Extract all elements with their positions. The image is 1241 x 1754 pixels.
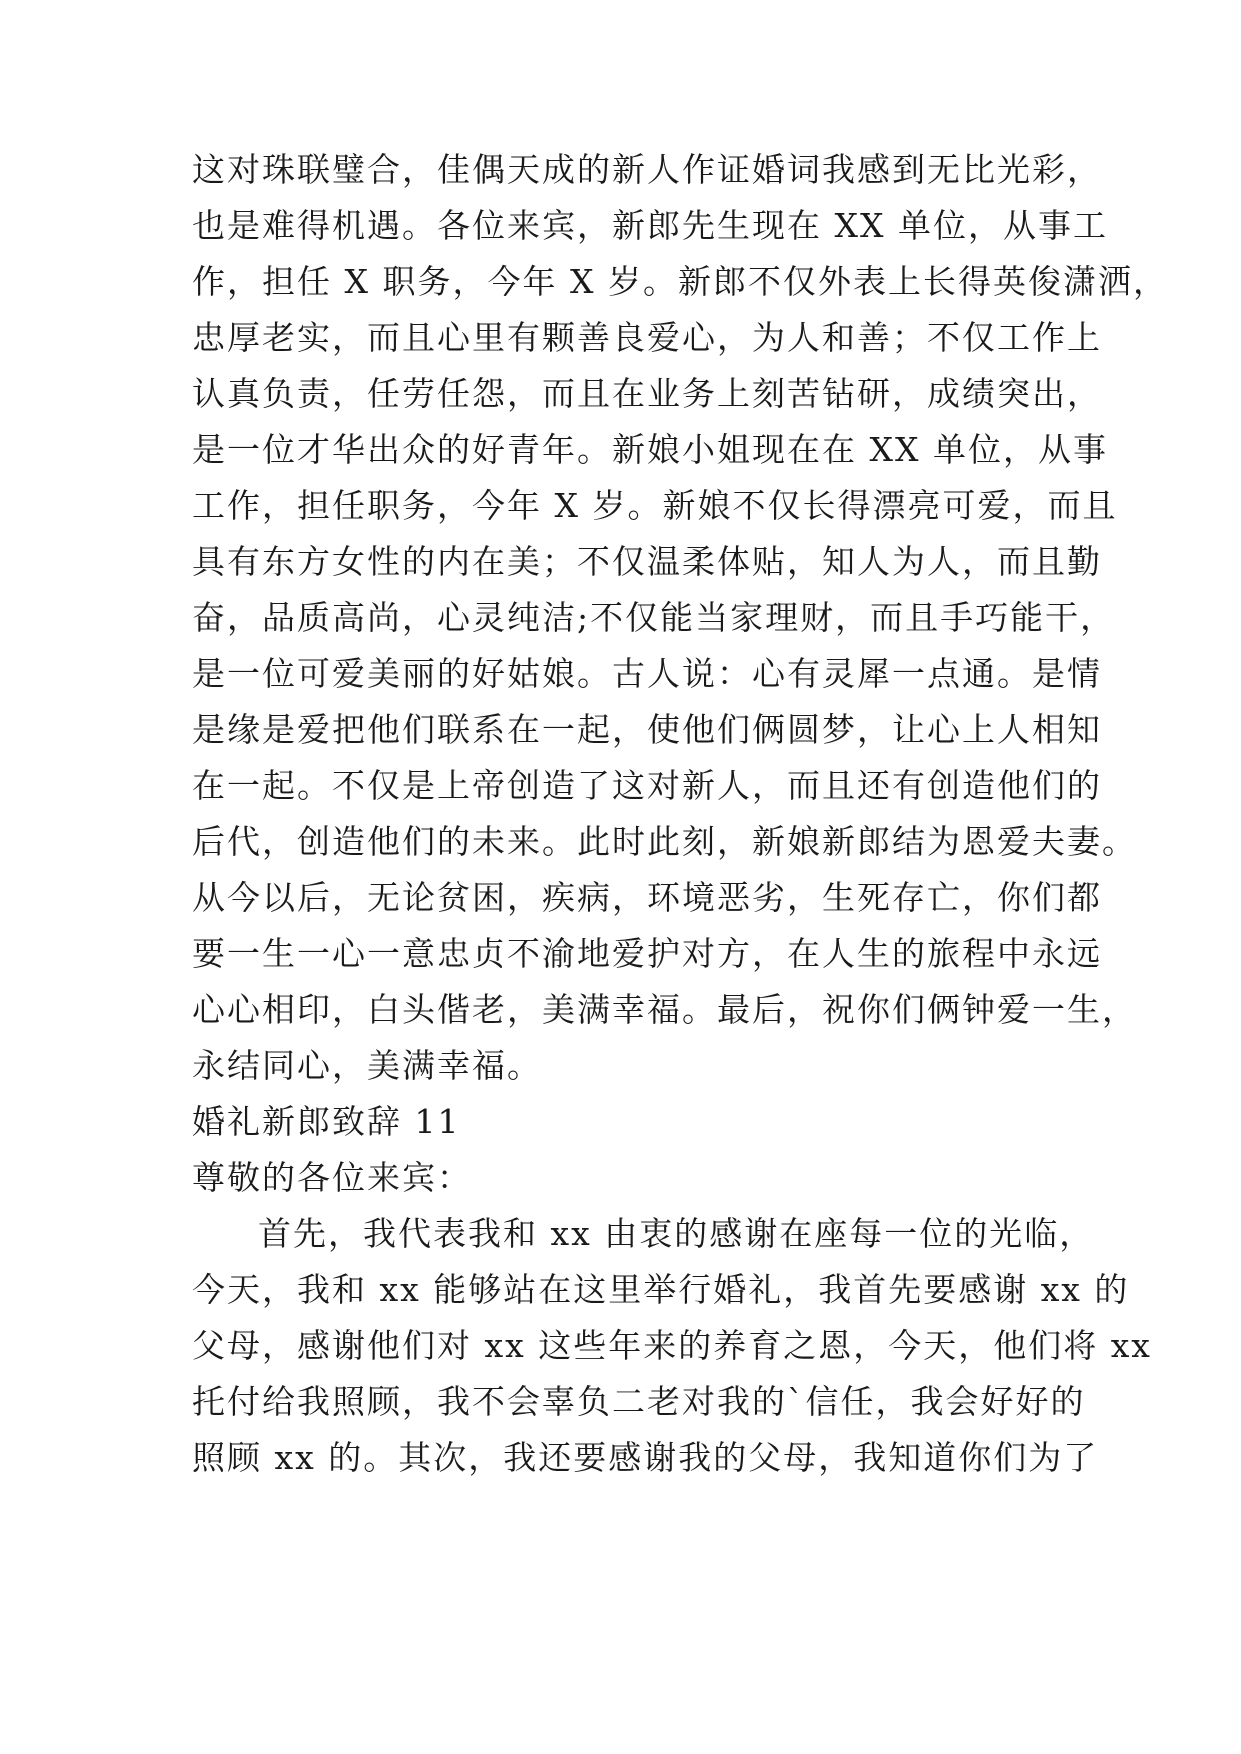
paragraph-1-line: 是一位才华出众的好青年。新娘小姐现在在 XX 单位，从事	[192, 430, 1108, 469]
section-title: 婚礼新郎致辞 11	[192, 1102, 461, 1141]
paragraph-2-line: 父母，感谢他们对 xx 这些年来的养育之恩，今天，他们将 xx	[192, 1326, 1152, 1365]
paragraph-1-line: 具有东方女性的内在美；不仅温柔体贴，知人为人，而且勤	[192, 542, 1102, 581]
paragraph-1-line: 忠厚老实，而且心里有颗善良爱心，为人和善；不仅工作上	[192, 318, 1102, 357]
paragraph-1-line: 认真负责，任劳任怨，而且在业务上刻苦钻研，成绩突出，	[192, 374, 1102, 413]
paragraph-1-line: 是缘是爱把他们联系在一起，使他们俩圆梦，让心上人相知	[192, 710, 1102, 749]
paragraph-2-line: 托付给我照顾，我不会辜负二老对我的`信任，我会好好的	[192, 1382, 1086, 1421]
paragraph-1-line: 从今以后，无论贫困，疾病，环境恶劣，生死存亡，你们都	[192, 878, 1102, 917]
salutation: 尊敬的各位来宾：	[192, 1158, 472, 1197]
paragraph-2-line: 首先，我代表我和 xx 由衷的感谢在座每一位的光临，	[258, 1214, 1095, 1253]
paragraph-1-line: 心心相印，白头偕老，美满幸福。最后，祝你们俩钟爱一生，	[192, 990, 1137, 1029]
paragraph-1-line: 奋，品质高尚，心灵纯洁;不仅能当家理财，而且手巧能干，	[192, 598, 1116, 637]
paragraph-1-line: 也是难得机遇。各位来宾，新郎先生现在 XX 单位，从事工	[192, 206, 1108, 245]
paragraph-1-line: 是一位可爱美丽的好姑娘。古人说：心有灵犀一点通。是情	[192, 654, 1102, 693]
paragraph-1-line: 作，担任 X 职务，今年 X 岁。新郎不仅外表上长得英俊潇洒，	[192, 262, 1168, 301]
paragraph-1-line: 这对珠联璧合，佳偶天成的新人作证婚词我感到无比光彩，	[192, 150, 1102, 189]
paragraph-2-line: 照顾 xx 的。其次，我还要感谢我的父母，我知道你们为了	[192, 1438, 1099, 1477]
paragraph-1-line: 在一起。不仅是上帝创造了这对新人，而且还有创造他们的	[192, 766, 1102, 805]
paragraph-2-line: 今天，我和 xx 能够站在这里举行婚礼，我首先要感谢 xx 的	[192, 1270, 1130, 1309]
paragraph-1-line: 永结同心，美满幸福。	[192, 1046, 542, 1085]
paragraph-1-line: 要一生一心一意忠贞不渝地爱护对方，在人生的旅程中永远	[192, 934, 1102, 973]
paragraph-1-line: 工作，担任职务，今年 X 岁。新娘不仅长得漂亮可爱，而且	[192, 486, 1118, 525]
paragraph-1-line: 后代，创造他们的未来。此时此刻，新娘新郎结为恩爱夫妻。	[192, 822, 1137, 861]
